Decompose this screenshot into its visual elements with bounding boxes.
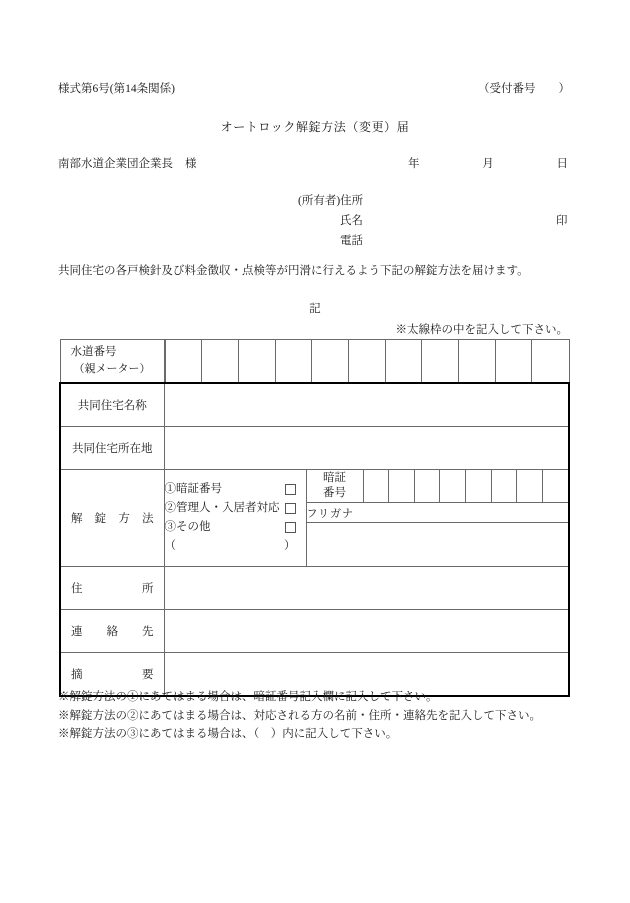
- contact-name-input-cell[interactable]: [306, 523, 569, 567]
- date-day-label: 日: [556, 158, 568, 170]
- water-number-cell[interactable]: [275, 340, 312, 382]
- pin-row-cell: [306, 470, 569, 503]
- pin-cell[interactable]: [466, 470, 492, 502]
- table-row-building-address: [60, 427, 569, 470]
- pin-cell[interactable]: [440, 470, 466, 502]
- building-address-input-cell[interactable]: [164, 427, 569, 470]
- water-number-cell[interactable]: [385, 340, 422, 382]
- pin-label-line2: 番号: [323, 487, 346, 499]
- ki-marker: 記: [309, 303, 321, 315]
- paren-open: （: [164, 540, 176, 552]
- owner-address-row: [298, 191, 363, 211]
- pin-cell[interactable]: [363, 470, 389, 502]
- pin-label-line1: 暗証: [323, 472, 346, 484]
- paren-close: ）: [284, 540, 296, 552]
- building-address-label-cell: 共同住宅所在地: [60, 427, 164, 470]
- unlock-option-2-label: ②管理人・入居者対応: [164, 502, 280, 514]
- owner-name-label: 氏名: [340, 215, 363, 227]
- form-table: [59, 339, 570, 697]
- addressee: [58, 155, 197, 171]
- remarks-label: 摘 要: [71, 669, 154, 681]
- page-title: オートロック解錠方法（変更）届: [220, 120, 410, 134]
- water-number-label-line1: 水道番号: [70, 346, 117, 358]
- water-number-label-line2: （親メーター）: [73, 363, 151, 375]
- address-label-cell: [60, 567, 164, 610]
- water-number-grid: [165, 340, 569, 382]
- pin-grid-row: [307, 470, 569, 502]
- unlock-option-1-checkbox[interactable]: [285, 484, 296, 495]
- addressee-name: 南部水道企業団企業長: [58, 158, 173, 170]
- contact-label: 連 絡 先: [71, 626, 154, 638]
- statement-text: 共同住宅の各戸検針及び料金徴収・点検等が円滑に行えるよう下記の解錠方法を届けます。: [58, 265, 529, 277]
- pin-label-cell: [307, 470, 364, 502]
- footnotes: [58, 688, 541, 744]
- address-label: 住 所: [71, 583, 154, 595]
- pin-cell[interactable]: [491, 470, 517, 502]
- pin-label: [307, 471, 363, 501]
- form-number: 様式第6号(第14条関係): [58, 83, 175, 95]
- address-input-cell[interactable]: [164, 567, 569, 610]
- receipt-number-field: （受付番号 ）: [478, 83, 570, 95]
- footnote-1: ※解錠方法の①にあてはまる場合は、暗証番号記入欄に記入して下さい。: [58, 691, 438, 703]
- date-month-label: 月: [482, 158, 494, 170]
- addressee-honorific: 様: [185, 158, 197, 170]
- water-number-cell[interactable]: [532, 340, 569, 382]
- water-number-cell[interactable]: [348, 340, 385, 382]
- pin-grid: [307, 470, 569, 502]
- water-number-cell[interactable]: [422, 340, 459, 382]
- owner-name-row: [298, 211, 568, 231]
- unlock-option-3-checkbox[interactable]: [285, 522, 296, 533]
- contact-label-cell: [60, 610, 164, 653]
- table-row-building-name: [60, 383, 569, 427]
- footnote-2: ※解錠方法の②にあてはまる場合は、対応される方の名前・住所・連絡先を記入して下さい。: [58, 709, 541, 722]
- footnote-3: ※解錠方法の③にあてはまる場合は、（ ）内に記入して下さい。: [58, 728, 398, 740]
- water-number-label-cell: [60, 340, 164, 384]
- table-row-water-number: [60, 340, 569, 384]
- furigana-cell[interactable]: フリガナ: [306, 503, 569, 523]
- unlock-option-1-label: ①暗証番号: [164, 483, 222, 495]
- water-number-cell[interactable]: [202, 340, 239, 382]
- pin-cell[interactable]: [542, 470, 568, 502]
- water-number-label: [61, 344, 164, 378]
- water-number-grid-row: [165, 340, 569, 382]
- date-year-label: 年: [408, 158, 420, 170]
- unlock-option-2[interactable]: [165, 499, 306, 518]
- bold-frame-note: ※太線枠の中を記入して下さい。: [395, 324, 568, 336]
- unlock-option-other-input[interactable]: [165, 537, 306, 556]
- pin-cell[interactable]: [389, 470, 415, 502]
- owner-address-label: (所有者)住所: [298, 195, 364, 207]
- water-number-cells-container: [164, 340, 569, 384]
- contact-input-cell[interactable]: [164, 610, 569, 653]
- table-row-contact: [60, 610, 569, 653]
- unlock-options-cell: [164, 470, 306, 567]
- unlock-option-1[interactable]: [165, 480, 306, 499]
- water-number-cell[interactable]: [495, 340, 532, 382]
- table-row-address: [60, 567, 569, 610]
- unlock-option-2-checkbox[interactable]: [285, 503, 296, 514]
- water-number-cell[interactable]: [312, 340, 349, 382]
- unlock-option-3[interactable]: [165, 518, 306, 537]
- form-table-body: [60, 340, 569, 697]
- building-name-input-cell[interactable]: [164, 383, 569, 427]
- owner-block: [298, 191, 568, 251]
- building-name-label-cell: 共同住宅名称: [60, 383, 164, 427]
- unlock-method-label-cell: [60, 470, 164, 567]
- date-line: [408, 155, 568, 171]
- pin-cell[interactable]: [414, 470, 440, 502]
- unlock-option-3-label: ③その他: [164, 521, 211, 533]
- water-number-cell[interactable]: [458, 340, 495, 382]
- unlock-method-label: 解 錠 方 法: [71, 513, 154, 525]
- water-number-cell[interactable]: [238, 340, 275, 382]
- table-row-unlock-method: [60, 470, 569, 503]
- pin-cell[interactable]: [517, 470, 543, 502]
- owner-phone-row: [298, 231, 363, 251]
- water-number-cell[interactable]: [165, 340, 202, 382]
- seal-label: 印: [556, 215, 568, 227]
- owner-phone-label: 電話: [340, 235, 363, 247]
